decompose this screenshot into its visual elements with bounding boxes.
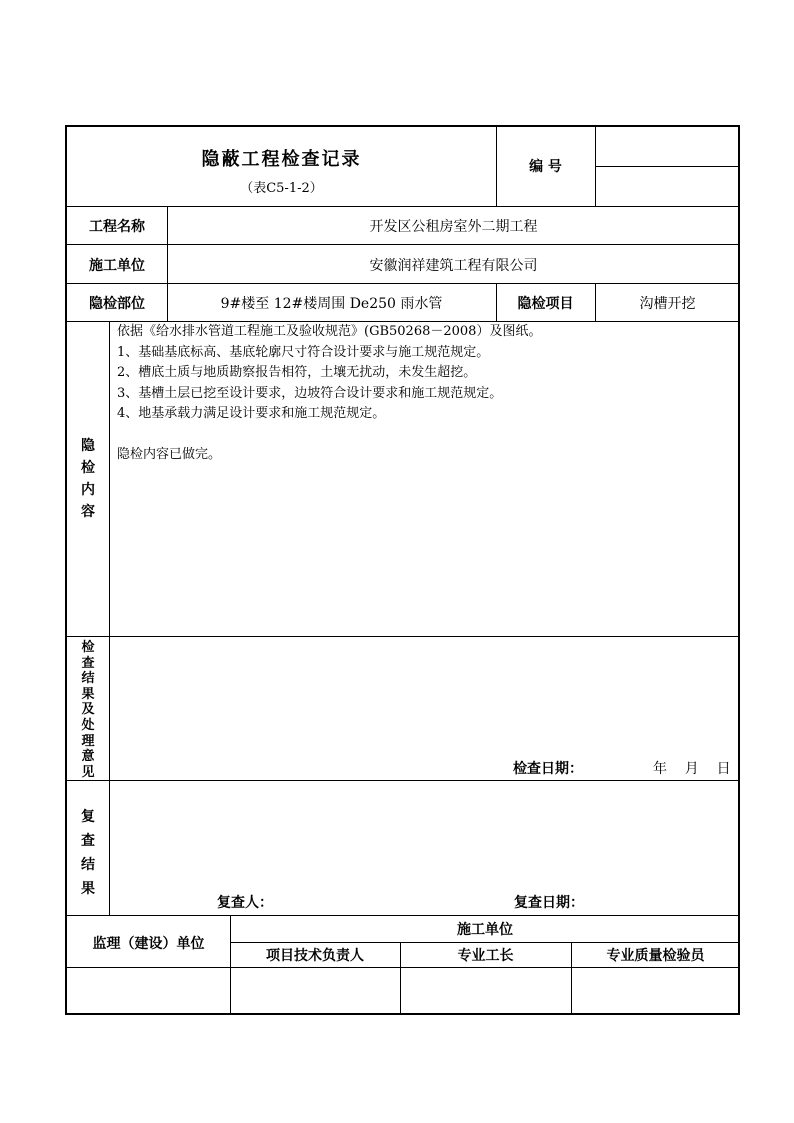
row-divider [67, 915, 740, 916]
check-date-units: 年 月 日 [653, 761, 731, 777]
number-label: 编 号 [529, 159, 562, 175]
project-name-label: 工程名称 [89, 219, 145, 235]
row-divider [67, 780, 740, 781]
col-divider [109, 321, 110, 915]
builder-value: 安徽润祥建筑工程有限公司 [369, 258, 538, 274]
review-label: 复查结果 [81, 809, 95, 897]
review-date-label: 复查日期： [514, 895, 584, 911]
role-quality-inspector: 专业质量检验员 [606, 948, 705, 964]
inspection-content [117, 322, 541, 466]
inspection-line: 依据《给水排水管道工程施工及验收规范》(GB50268－2008）及图纸。 [117, 324, 542, 339]
item-label: 隐检项目 [517, 296, 574, 312]
inspection-form [65, 125, 740, 1015]
col-divider [595, 127, 596, 206]
inspection-line: 1、基础基底标高、基底轮廓尺寸符合设计要求与施工规范规定。 [117, 344, 490, 360]
inspection-line: 4、地基承载力满足设计要求和施工规范规定。 [117, 406, 386, 421]
inspection-line: 隐检内容已做完。 [117, 447, 222, 462]
inspection-line: 2、槽底土质与地质勘察报告相符，土壤无扰动，未发生超挖。 [117, 365, 477, 380]
number-divider [595, 166, 740, 167]
role-tech-lead: 项目技术负责人 [266, 948, 364, 964]
row-divider [230, 942, 740, 943]
location-label: 隐检部位 [89, 296, 145, 312]
supervisor-label: 监理（建设）单位 [92, 936, 205, 952]
page-title: 隐蔽工程检查记录 [201, 149, 362, 170]
inspection-label: 隐检内容 [81, 438, 95, 520]
item-value: 沟槽开挖 [639, 296, 696, 312]
form-code: （表C5-1-2） [240, 181, 323, 196]
builder-label: 施工单位 [89, 258, 145, 274]
inspection-line [117, 425, 541, 446]
location-value: 9#楼至 12#楼周围 De250 雨水管 [220, 296, 443, 312]
row-divider [67, 967, 740, 968]
check-date-label: 检查日期： [513, 761, 583, 777]
reviewer-label: 复查人： [217, 895, 273, 911]
row-divider [67, 636, 740, 637]
result-label: 检查结果及处理意见 [81, 640, 95, 780]
inspection-line: 3、基槽土层已挖至设计要求，边坡符合设计要求和施工规范规定。 [117, 385, 503, 401]
role-foreman: 专业工长 [457, 948, 514, 964]
contractor-label: 施工单位 [457, 922, 513, 938]
project-name-value: 开发区公租房室外二期工程 [369, 219, 538, 235]
